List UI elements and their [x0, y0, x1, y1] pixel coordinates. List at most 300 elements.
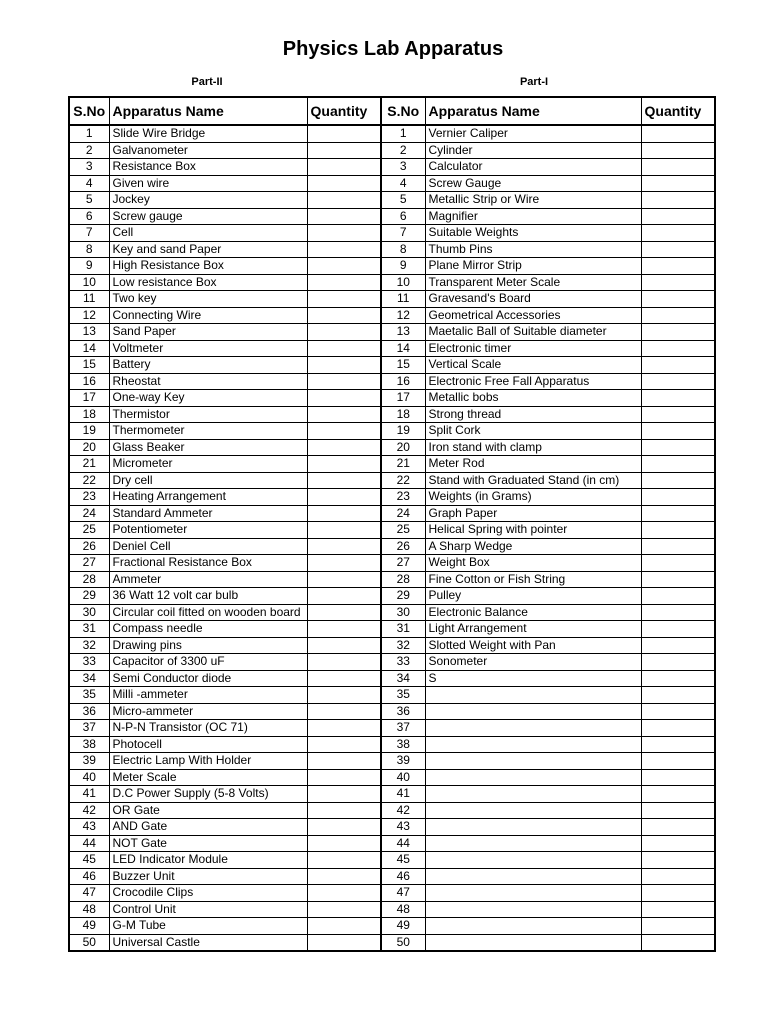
table-row — [69, 489, 715, 506]
table-row — [69, 439, 715, 456]
right-quantity-cell[interactable] — [641, 406, 715, 423]
right-quantity-cell[interactable] — [641, 885, 715, 902]
right-quantity-cell[interactable] — [641, 538, 715, 555]
right-quantity-cell[interactable] — [641, 208, 715, 225]
left-quantity-cell[interactable] — [307, 142, 381, 159]
right-quantity-cell[interactable] — [641, 604, 715, 621]
right-sno-cell: 3 — [381, 159, 425, 176]
right-sno-cell: 34 — [381, 670, 425, 687]
right-quantity-cell[interactable] — [641, 703, 715, 720]
left-apparatus-name-cell: Key and sand Paper — [109, 241, 307, 258]
left-apparatus-name-cell: Crocodile Clips — [109, 885, 307, 902]
left-sno-cell: 39 — [69, 753, 109, 770]
left-apparatus-name-cell: Thermistor — [109, 406, 307, 423]
table-row — [69, 802, 715, 819]
right-apparatus-name-cell: Plane Mirror Strip — [425, 258, 641, 275]
left-quantity-cell[interactable] — [307, 621, 381, 638]
right-quantity-cell[interactable] — [641, 456, 715, 473]
right-quantity-cell[interactable] — [641, 588, 715, 605]
table-row — [69, 588, 715, 605]
right-sno-cell: 15 — [381, 357, 425, 374]
left-sno-cell: 1 — [69, 125, 109, 142]
right-quantity-cell[interactable] — [641, 291, 715, 308]
left-quantity-cell[interactable] — [307, 225, 381, 242]
right-quantity-cell[interactable] — [641, 555, 715, 572]
left-apparatus-name-cell: Potentiometer — [109, 522, 307, 539]
left-sno-cell: 28 — [69, 571, 109, 588]
left-quantity-cell[interactable] — [307, 472, 381, 489]
left-quantity-cell[interactable] — [307, 505, 381, 522]
right-apparatus-name-cell: Metallic bobs — [425, 390, 641, 407]
right-apparatus-name-cell: A Sharp Wedge — [425, 538, 641, 555]
left-apparatus-name-cell: 36 Watt 12 volt car bulb — [109, 588, 307, 605]
left-apparatus-name-cell: Low resistance Box — [109, 274, 307, 291]
left-sno-cell: 2 — [69, 142, 109, 159]
left-quantity-cell[interactable] — [307, 274, 381, 291]
right-apparatus-name-cell: Transparent Meter Scale — [425, 274, 641, 291]
left-sno-cell: 35 — [69, 687, 109, 704]
right-apparatus-name-cell — [425, 934, 641, 951]
right-sno-cell: 17 — [381, 390, 425, 407]
col-header-name-left: Apparatus Name — [109, 97, 307, 125]
right-sno-cell: 41 — [381, 786, 425, 803]
left-quantity-cell[interactable] — [307, 456, 381, 473]
right-quantity-cell[interactable] — [641, 175, 715, 192]
table-row — [69, 786, 715, 803]
right-apparatus-name-cell: Screw Gauge — [425, 175, 641, 192]
left-sno-cell: 5 — [69, 192, 109, 209]
right-sno-cell: 42 — [381, 802, 425, 819]
table-row — [69, 241, 715, 258]
table-row — [69, 654, 715, 671]
left-sno-cell: 27 — [69, 555, 109, 572]
right-sno-cell: 40 — [381, 769, 425, 786]
right-apparatus-name-cell: Thumb Pins — [425, 241, 641, 258]
right-quantity-cell[interactable] — [641, 423, 715, 440]
left-apparatus-name-cell: D.C Power Supply (5-8 Volts) — [109, 786, 307, 803]
right-apparatus-name-cell: Geometrical Accessories — [425, 307, 641, 324]
left-sno-cell: 44 — [69, 835, 109, 852]
left-sno-cell: 10 — [69, 274, 109, 291]
left-sno-cell: 43 — [69, 819, 109, 836]
right-quantity-cell[interactable] — [641, 274, 715, 291]
left-sno-cell: 7 — [69, 225, 109, 242]
right-quantity-cell[interactable] — [641, 505, 715, 522]
left-quantity-cell[interactable] — [307, 423, 381, 440]
table-row — [69, 852, 715, 869]
right-apparatus-name-cell — [425, 736, 641, 753]
table-row — [69, 604, 715, 621]
right-sno-cell: 49 — [381, 918, 425, 935]
left-apparatus-name-cell: Micrometer — [109, 456, 307, 473]
left-apparatus-name-cell: Control Unit — [109, 901, 307, 918]
table-row — [69, 208, 715, 225]
right-quantity-cell[interactable] — [641, 390, 715, 407]
left-quantity-cell[interactable] — [307, 637, 381, 654]
right-apparatus-name-cell — [425, 901, 641, 918]
left-apparatus-name-cell: Slide Wire Bridge — [109, 125, 307, 142]
right-apparatus-name-cell: Suitable Weights — [425, 225, 641, 242]
right-quantity-cell[interactable] — [641, 241, 715, 258]
right-quantity-cell[interactable] — [641, 753, 715, 770]
left-apparatus-name-cell: Micro-ammeter — [109, 703, 307, 720]
right-sno-cell: 7 — [381, 225, 425, 242]
left-quantity-cell[interactable] — [307, 125, 381, 142]
right-sno-cell: 26 — [381, 538, 425, 555]
right-sno-cell: 11 — [381, 291, 425, 308]
left-sno-cell: 6 — [69, 208, 109, 225]
left-apparatus-name-cell: Given wire — [109, 175, 307, 192]
right-quantity-cell[interactable] — [641, 670, 715, 687]
col-header-sno-right: S.No — [381, 97, 425, 125]
left-apparatus-name-cell: Cell — [109, 225, 307, 242]
right-apparatus-name-cell: Cylinder — [425, 142, 641, 159]
right-apparatus-name-cell: Vertical Scale — [425, 357, 641, 374]
right-quantity-cell[interactable] — [641, 142, 715, 159]
right-quantity-cell[interactable] — [641, 571, 715, 588]
right-sno-cell: 12 — [381, 307, 425, 324]
right-apparatus-name-cell — [425, 852, 641, 869]
left-quantity-cell[interactable] — [307, 918, 381, 935]
left-apparatus-name-cell: OR Gate — [109, 802, 307, 819]
table-row — [69, 340, 715, 357]
right-apparatus-name-cell: Electronic Balance — [425, 604, 641, 621]
left-quantity-cell[interactable] — [307, 258, 381, 275]
left-sno-cell: 25 — [69, 522, 109, 539]
right-sno-cell: 27 — [381, 555, 425, 572]
right-quantity-cell[interactable] — [641, 901, 715, 918]
right-apparatus-name-cell: Meter Rod — [425, 456, 641, 473]
left-sno-cell: 21 — [69, 456, 109, 473]
table-row — [69, 373, 715, 390]
left-quantity-cell[interactable] — [307, 291, 381, 308]
right-apparatus-name-cell: Strong thread — [425, 406, 641, 423]
table-row — [69, 406, 715, 423]
table-row — [69, 472, 715, 489]
right-quantity-cell[interactable] — [641, 786, 715, 803]
right-apparatus-name-cell — [425, 802, 641, 819]
table-row — [69, 505, 715, 522]
left-apparatus-name-cell: Drawing pins — [109, 637, 307, 654]
right-quantity-cell[interactable] — [641, 868, 715, 885]
right-quantity-cell[interactable] — [641, 835, 715, 852]
table-row — [69, 918, 715, 935]
left-apparatus-name-cell: Capacitor of 3300 uF — [109, 654, 307, 671]
right-apparatus-name-cell — [425, 918, 641, 935]
right-quantity-cell[interactable] — [641, 852, 715, 869]
table-row — [69, 357, 715, 374]
left-apparatus-name-cell: Universal Castle — [109, 934, 307, 951]
left-sno-cell: 20 — [69, 439, 109, 456]
table-row — [69, 736, 715, 753]
left-quantity-cell[interactable] — [307, 159, 381, 176]
right-apparatus-name-cell: Calculator — [425, 159, 641, 176]
left-sno-cell: 18 — [69, 406, 109, 423]
right-sno-cell: 33 — [381, 654, 425, 671]
left-sno-cell: 50 — [69, 934, 109, 951]
col-header-qty-right: Quantity — [641, 97, 715, 125]
part-ii-label: Part-II — [191, 76, 223, 88]
right-quantity-cell[interactable] — [641, 324, 715, 341]
right-quantity-cell[interactable] — [641, 225, 715, 242]
left-quantity-cell[interactable] — [307, 439, 381, 456]
right-quantity-cell[interactable] — [641, 802, 715, 819]
right-quantity-cell[interactable] — [641, 522, 715, 539]
left-quantity-cell[interactable] — [307, 522, 381, 539]
left-sno-cell: 24 — [69, 505, 109, 522]
left-sno-cell: 47 — [69, 885, 109, 902]
right-quantity-cell[interactable] — [641, 159, 715, 176]
left-apparatus-name-cell: Meter Scale — [109, 769, 307, 786]
right-sno-cell: 32 — [381, 637, 425, 654]
left-sno-cell: 31 — [69, 621, 109, 638]
right-sno-cell: 24 — [381, 505, 425, 522]
right-sno-cell: 47 — [381, 885, 425, 902]
right-quantity-cell[interactable] — [641, 720, 715, 737]
right-quantity-cell[interactable] — [641, 918, 715, 935]
left-apparatus-name-cell: Voltmeter — [109, 340, 307, 357]
left-sno-cell: 14 — [69, 340, 109, 357]
right-quantity-cell[interactable] — [641, 357, 715, 374]
left-quantity-cell[interactable] — [307, 852, 381, 869]
table-row — [69, 571, 715, 588]
left-sno-cell: 45 — [69, 852, 109, 869]
left-quantity-cell[interactable] — [307, 769, 381, 786]
left-apparatus-name-cell: N-P-N Transistor (OC 71) — [109, 720, 307, 737]
right-quantity-cell[interactable] — [641, 373, 715, 390]
left-sno-cell: 38 — [69, 736, 109, 753]
left-sno-cell: 8 — [69, 241, 109, 258]
left-sno-cell: 12 — [69, 307, 109, 324]
left-quantity-cell[interactable] — [307, 835, 381, 852]
right-quantity-cell[interactable] — [641, 736, 715, 753]
right-sno-cell: 35 — [381, 687, 425, 704]
table-row — [69, 142, 715, 159]
right-apparatus-name-cell — [425, 868, 641, 885]
right-sno-cell: 46 — [381, 868, 425, 885]
left-apparatus-name-cell: Galvanometer — [109, 142, 307, 159]
left-quantity-cell[interactable] — [307, 489, 381, 506]
left-apparatus-name-cell: High Resistance Box — [109, 258, 307, 275]
left-apparatus-name-cell: Buzzer Unit — [109, 868, 307, 885]
right-sno-cell: 43 — [381, 819, 425, 836]
left-quantity-cell[interactable] — [307, 901, 381, 918]
left-quantity-cell[interactable] — [307, 654, 381, 671]
right-apparatus-name-cell: Graph Paper — [425, 505, 641, 522]
left-quantity-cell[interactable] — [307, 934, 381, 951]
left-quantity-cell[interactable] — [307, 753, 381, 770]
left-quantity-cell[interactable] — [307, 604, 381, 621]
right-sno-cell: 4 — [381, 175, 425, 192]
left-apparatus-name-cell: Two key — [109, 291, 307, 308]
left-apparatus-name-cell: Rheostat — [109, 373, 307, 390]
right-apparatus-name-cell: Iron stand with clamp — [425, 439, 641, 456]
left-quantity-cell[interactable] — [307, 324, 381, 341]
table-row — [69, 538, 715, 555]
left-apparatus-name-cell: Connecting Wire — [109, 307, 307, 324]
right-quantity-cell[interactable] — [641, 192, 715, 209]
right-sno-cell: 6 — [381, 208, 425, 225]
left-quantity-cell[interactable] — [307, 571, 381, 588]
left-quantity-cell[interactable] — [307, 802, 381, 819]
left-quantity-cell[interactable] — [307, 357, 381, 374]
left-quantity-cell[interactable] — [307, 390, 381, 407]
table-row — [69, 125, 715, 142]
right-sno-cell: 36 — [381, 703, 425, 720]
right-quantity-cell[interactable] — [641, 637, 715, 654]
right-sno-cell: 31 — [381, 621, 425, 638]
right-sno-cell: 1 — [381, 125, 425, 142]
right-apparatus-name-cell — [425, 753, 641, 770]
left-quantity-cell[interactable] — [307, 340, 381, 357]
right-sno-cell: 21 — [381, 456, 425, 473]
table-row — [69, 621, 715, 638]
left-quantity-cell[interactable] — [307, 588, 381, 605]
right-quantity-cell[interactable] — [641, 125, 715, 142]
right-quantity-cell[interactable] — [641, 621, 715, 638]
left-quantity-cell[interactable] — [307, 373, 381, 390]
left-sno-cell: 3 — [69, 159, 109, 176]
left-apparatus-name-cell: One-way Key — [109, 390, 307, 407]
left-apparatus-name-cell: Ammeter — [109, 571, 307, 588]
left-apparatus-name-cell: Electric Lamp With Holder — [109, 753, 307, 770]
right-sno-cell: 29 — [381, 588, 425, 605]
table-row — [69, 225, 715, 242]
left-sno-cell: 16 — [69, 373, 109, 390]
left-quantity-cell[interactable] — [307, 241, 381, 258]
left-sno-cell: 13 — [69, 324, 109, 341]
right-sno-cell: 19 — [381, 423, 425, 440]
table-row — [69, 901, 715, 918]
table-row — [69, 885, 715, 902]
right-quantity-cell[interactable] — [641, 258, 715, 275]
right-apparatus-name-cell: Magnifier — [425, 208, 641, 225]
left-quantity-cell[interactable] — [307, 885, 381, 902]
right-sno-cell: 50 — [381, 934, 425, 951]
right-sno-cell: 45 — [381, 852, 425, 869]
left-apparatus-name-cell: Circular coil fitted on wooden board — [109, 604, 307, 621]
left-quantity-cell[interactable] — [307, 819, 381, 836]
left-apparatus-name-cell: Fractional Resistance Box — [109, 555, 307, 572]
header-row — [69, 97, 715, 125]
right-sno-cell: 48 — [381, 901, 425, 918]
left-quantity-cell[interactable] — [307, 670, 381, 687]
right-sno-cell: 20 — [381, 439, 425, 456]
table-row — [69, 159, 715, 176]
left-quantity-cell[interactable] — [307, 406, 381, 423]
table-row — [69, 637, 715, 654]
table-row — [69, 192, 715, 209]
left-quantity-cell[interactable] — [307, 307, 381, 324]
left-quantity-cell[interactable] — [307, 687, 381, 704]
left-quantity-cell[interactable] — [307, 703, 381, 720]
left-sno-cell: 48 — [69, 901, 109, 918]
right-apparatus-name-cell: Slotted Weight with Pan — [425, 637, 641, 654]
left-quantity-cell[interactable] — [307, 868, 381, 885]
table-row — [69, 687, 715, 704]
table-row — [69, 423, 715, 440]
right-apparatus-name-cell: Weight Box — [425, 555, 641, 572]
left-apparatus-name-cell: Thermometer — [109, 423, 307, 440]
right-apparatus-name-cell — [425, 885, 641, 902]
table-row — [69, 175, 715, 192]
left-quantity-cell[interactable] — [307, 175, 381, 192]
left-sno-cell: 11 — [69, 291, 109, 308]
right-quantity-cell[interactable] — [641, 687, 715, 704]
right-apparatus-name-cell: Metallic Strip or Wire — [425, 192, 641, 209]
right-sno-cell: 5 — [381, 192, 425, 209]
right-sno-cell: 37 — [381, 720, 425, 737]
right-quantity-cell[interactable] — [641, 439, 715, 456]
left-quantity-cell[interactable] — [307, 786, 381, 803]
left-sno-cell: 26 — [69, 538, 109, 555]
right-apparatus-name-cell — [425, 703, 641, 720]
left-apparatus-name-cell: Jockey — [109, 192, 307, 209]
left-quantity-cell[interactable] — [307, 192, 381, 209]
right-quantity-cell[interactable] — [641, 307, 715, 324]
right-apparatus-name-cell — [425, 769, 641, 786]
left-sno-cell: 32 — [69, 637, 109, 654]
right-quantity-cell[interactable] — [641, 340, 715, 357]
right-quantity-cell[interactable] — [641, 934, 715, 951]
right-apparatus-name-cell: Sonometer — [425, 654, 641, 671]
left-quantity-cell[interactable] — [307, 538, 381, 555]
right-apparatus-name-cell — [425, 835, 641, 852]
left-sno-cell: 34 — [69, 670, 109, 687]
table-row — [69, 720, 715, 737]
left-sno-cell: 29 — [69, 588, 109, 605]
left-apparatus-name-cell: Heating Arrangement — [109, 489, 307, 506]
table-row — [69, 456, 715, 473]
right-apparatus-name-cell: Pulley — [425, 588, 641, 605]
table-row — [69, 555, 715, 572]
right-sno-cell: 16 — [381, 373, 425, 390]
right-apparatus-name-cell: Weights (in Grams) — [425, 489, 641, 506]
left-apparatus-name-cell: Resistance Box — [109, 159, 307, 176]
left-apparatus-name-cell: NOT Gate — [109, 835, 307, 852]
left-sno-cell: 42 — [69, 802, 109, 819]
left-sno-cell: 9 — [69, 258, 109, 275]
right-apparatus-name-cell: Electronic timer — [425, 340, 641, 357]
table-row — [69, 934, 715, 951]
left-quantity-cell[interactable] — [307, 208, 381, 225]
col-header-sno-left: S.No — [69, 97, 109, 125]
left-quantity-cell[interactable] — [307, 555, 381, 572]
left-sno-cell: 15 — [69, 357, 109, 374]
right-sno-cell: 2 — [381, 142, 425, 159]
right-apparatus-name-cell — [425, 786, 641, 803]
right-sno-cell: 13 — [381, 324, 425, 341]
right-apparatus-name-cell — [425, 819, 641, 836]
left-apparatus-name-cell: LED Indicator Module — [109, 852, 307, 869]
right-quantity-cell[interactable] — [641, 654, 715, 671]
left-sno-cell: 22 — [69, 472, 109, 489]
left-apparatus-name-cell: AND Gate — [109, 819, 307, 836]
left-apparatus-name-cell: G-M Tube — [109, 918, 307, 935]
right-quantity-cell[interactable] — [641, 819, 715, 836]
right-quantity-cell[interactable] — [641, 489, 715, 506]
table-row — [69, 703, 715, 720]
right-quantity-cell[interactable] — [641, 769, 715, 786]
left-quantity-cell[interactable] — [307, 736, 381, 753]
left-sno-cell: 4 — [69, 175, 109, 192]
right-sno-cell: 18 — [381, 406, 425, 423]
left-apparatus-name-cell: Screw gauge — [109, 208, 307, 225]
right-quantity-cell[interactable] — [641, 472, 715, 489]
right-apparatus-name-cell: Helical Spring with pointer — [425, 522, 641, 539]
table-row — [69, 291, 715, 308]
left-quantity-cell[interactable] — [307, 720, 381, 737]
